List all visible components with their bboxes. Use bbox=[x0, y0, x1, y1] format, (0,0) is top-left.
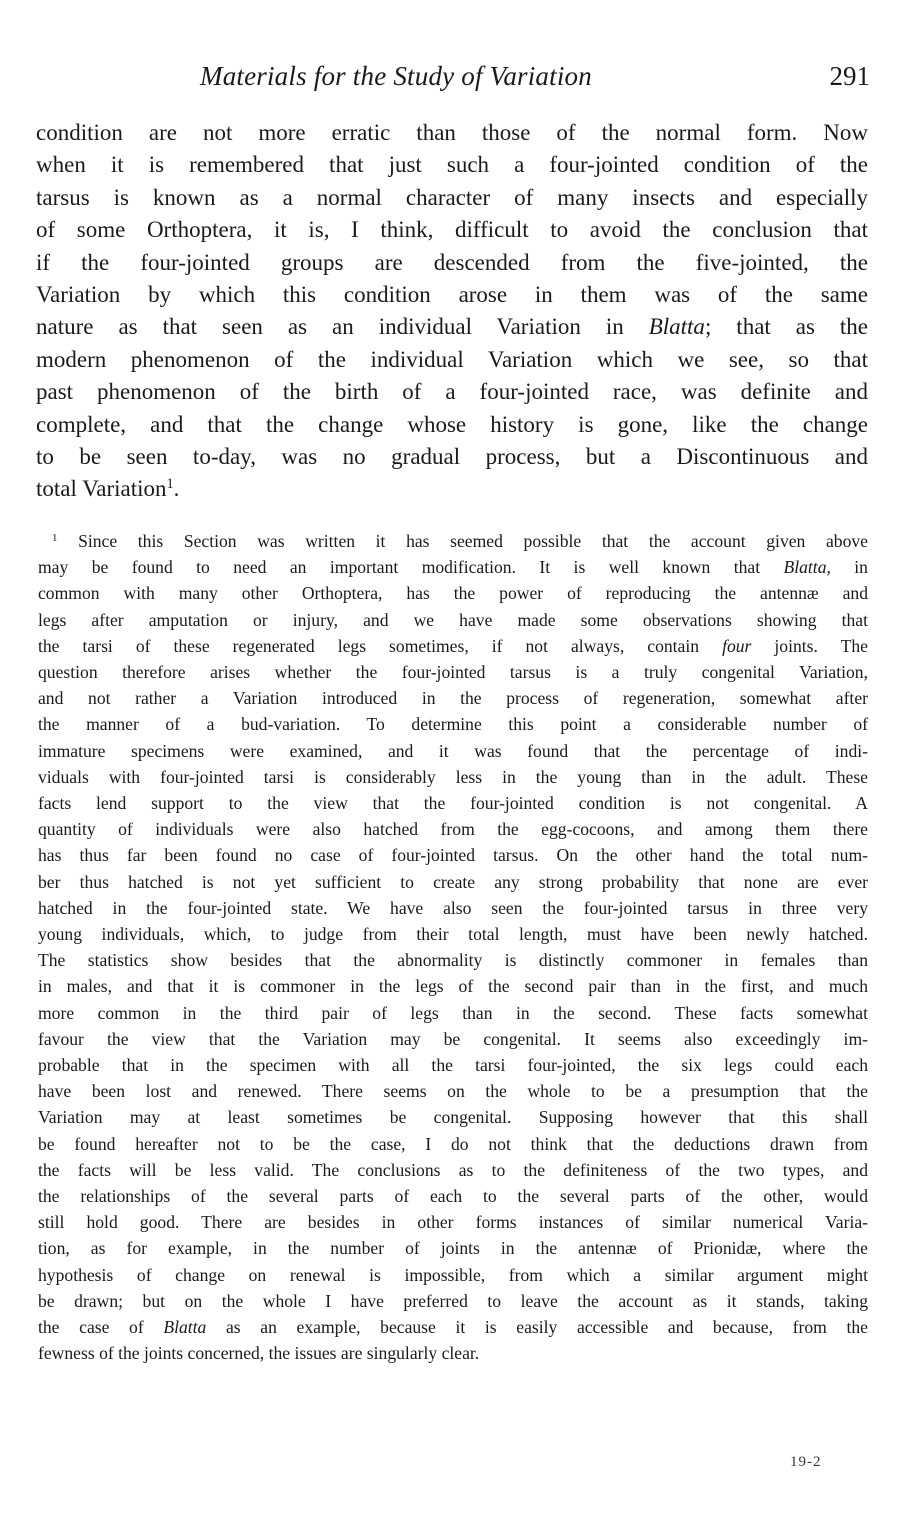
footnote-line: has thus far been found no case of four-jointed tarsus. On the other hand the total num- bbox=[38, 845, 868, 866]
text-line: complete, and that the change whose history is gone, like the change bbox=[36, 411, 868, 437]
footnote-line: young individuals, which, to judge from their total length, must have been newly hatched. bbox=[38, 924, 868, 945]
text-line: condition are not more erratic than those of the normal form. Now bbox=[36, 120, 868, 145]
footnote-line: have been lost and renewed. There seems on the whole to be a presumption that the bbox=[38, 1081, 868, 1102]
footnote-reference: 1 bbox=[166, 476, 174, 493]
footnote-line: legs after amputation or injury, and we have made some observations showing that bbox=[38, 609, 868, 630]
footnote-line: quantity of individuals were also hatched from the egg-cocoons, and among them there bbox=[38, 819, 868, 840]
footnote-line: probable that in the specimen with all the tarsi four-jointed, the six legs could each bbox=[38, 1055, 868, 1076]
text-line bbox=[36, 311, 868, 343]
running-head bbox=[200, 58, 870, 98]
footnote-line: common with many other Orthoptera, has the power of reproducing the antennæ and bbox=[38, 583, 868, 604]
footnote-line: viduals with four-jointed tarsi is considerably less in the young than in the adult. These bbox=[38, 766, 868, 787]
footnote-line: still hold good. There are besides in other forms instances of similar numerical Varia- bbox=[38, 1212, 868, 1233]
text-segment: joints. The bbox=[774, 635, 868, 656]
footnote-line-last: fewness of the joints concerned, the issues are singularly clear. bbox=[38, 1343, 480, 1364]
text-line: past phenomenon of the birth of a four-jointed race, was definite and bbox=[36, 379, 868, 405]
text-line: of some Orthoptera, it is, I think, difficult to avoid the conclusion that bbox=[36, 217, 868, 243]
footnote-line: the relationships of the several parts of each to the several parts of the other, would bbox=[38, 1186, 868, 1207]
footnote bbox=[38, 528, 868, 1367]
text-segment: as an example, because it is easily accessible and because, from the bbox=[226, 1317, 868, 1338]
footnote-line: more common in the third pair of legs than in the second. These facts somewhat bbox=[38, 1002, 868, 1023]
footnote-line: favour the view that the Variation may be congenital. It seems also exceedingly im- bbox=[38, 1028, 868, 1049]
italic-term: Blatta bbox=[648, 314, 705, 340]
text-segment: may be found to need an important modification. It is well known that bbox=[38, 557, 761, 578]
italic-term: Blatta, bbox=[783, 557, 831, 578]
footnote-line: facts lend support to the view that the four-jointed condition is not congenital. A bbox=[38, 793, 868, 814]
footnote-line: be drawn; but on the whole I have preferred to leave the account as it stands, taking bbox=[38, 1290, 868, 1311]
footnote-line: in males, and that it is commoner in the legs of the second pair than in the first, and much bbox=[38, 976, 868, 997]
text-segment: the case of bbox=[38, 1317, 144, 1338]
footnote-line: question therefore arises whether the four-jointed tarsus is a truly congenital Variation, bbox=[38, 662, 868, 683]
footnote-line bbox=[38, 1314, 868, 1340]
main-paragraph bbox=[36, 117, 868, 506]
footnote-line: Variation may at least sometimes be congenital. Supposing however that this shall bbox=[38, 1107, 868, 1128]
footnote-line bbox=[38, 554, 868, 580]
signature-mark: 19-2 bbox=[790, 1454, 822, 1470]
footnote-line bbox=[38, 633, 868, 659]
footnote-line: the manner of a bud-variation. To determine this point a considerable number of bbox=[38, 714, 868, 735]
text-segment: total Variation bbox=[36, 476, 167, 502]
text-line-last bbox=[36, 473, 868, 505]
text-segment: nature as that seen as an individual Variation in bbox=[36, 314, 624, 340]
running-title: Materials for the Study of Variation bbox=[200, 61, 592, 91]
footnote-line: the facts will be less valid. The conclusions as to the definiteness of the two types, and bbox=[38, 1159, 868, 1180]
italic-term: Blatta bbox=[163, 1317, 207, 1338]
footnote-line: The statistics show besides that the abnormality is distinctly commoner in females than bbox=[38, 950, 868, 971]
footnote-line bbox=[38, 528, 868, 554]
text-segment: the tarsi of these regenerated legs sometimes, if not always, contain bbox=[38, 635, 700, 656]
footnote-line: ber thus hatched is not yet sufficient to create any strong probability that none are ever bbox=[38, 871, 868, 892]
text-segment: . bbox=[173, 476, 180, 502]
text-segment: Since this Section was written it has seemed possible that the account given above bbox=[78, 531, 868, 551]
footnote-line: be found hereafter not to be the case, I do not think that the deductions drawn from bbox=[38, 1133, 868, 1154]
italic-term: four bbox=[722, 635, 752, 656]
text-line: if the four-jointed groups are descended from the five-jointed, the bbox=[36, 249, 868, 275]
text-line: to be seen to-day, was no gradual process, but a Discontinuous and bbox=[36, 444, 868, 470]
footnote-line: and not rather a Variation introduced in the process of regeneration, somewhat after bbox=[38, 688, 868, 709]
text-line: tarsus is known as a normal character of many insects and especially bbox=[36, 184, 868, 210]
text-segment: ; that as the bbox=[704, 314, 869, 340]
text-line: when it is remembered that just such a four-jointed condition of the bbox=[36, 152, 868, 178]
footnote-marker: 1 bbox=[52, 532, 58, 544]
footnote-line: immature specimens were examined, and it was found that the percentage of indi- bbox=[38, 740, 868, 761]
text-line: modern phenomenon of the individual Variation which we see, so that bbox=[36, 346, 868, 372]
footnote-line: tion, as for example, in the number of joints in the antennæ of Prionidæ, where the bbox=[38, 1238, 868, 1259]
text-line: Variation by which this condition arose in them was of the same bbox=[36, 282, 868, 308]
footnote-line: hatched in the four-jointed state. We have also seen the four-jointed tarsus in three very bbox=[38, 897, 868, 918]
text-segment: in bbox=[854, 557, 868, 578]
page-number: 291 bbox=[829, 61, 870, 91]
footnote-line: hypothesis of change on renewal is impossible, from which a similar argument might bbox=[38, 1264, 868, 1285]
